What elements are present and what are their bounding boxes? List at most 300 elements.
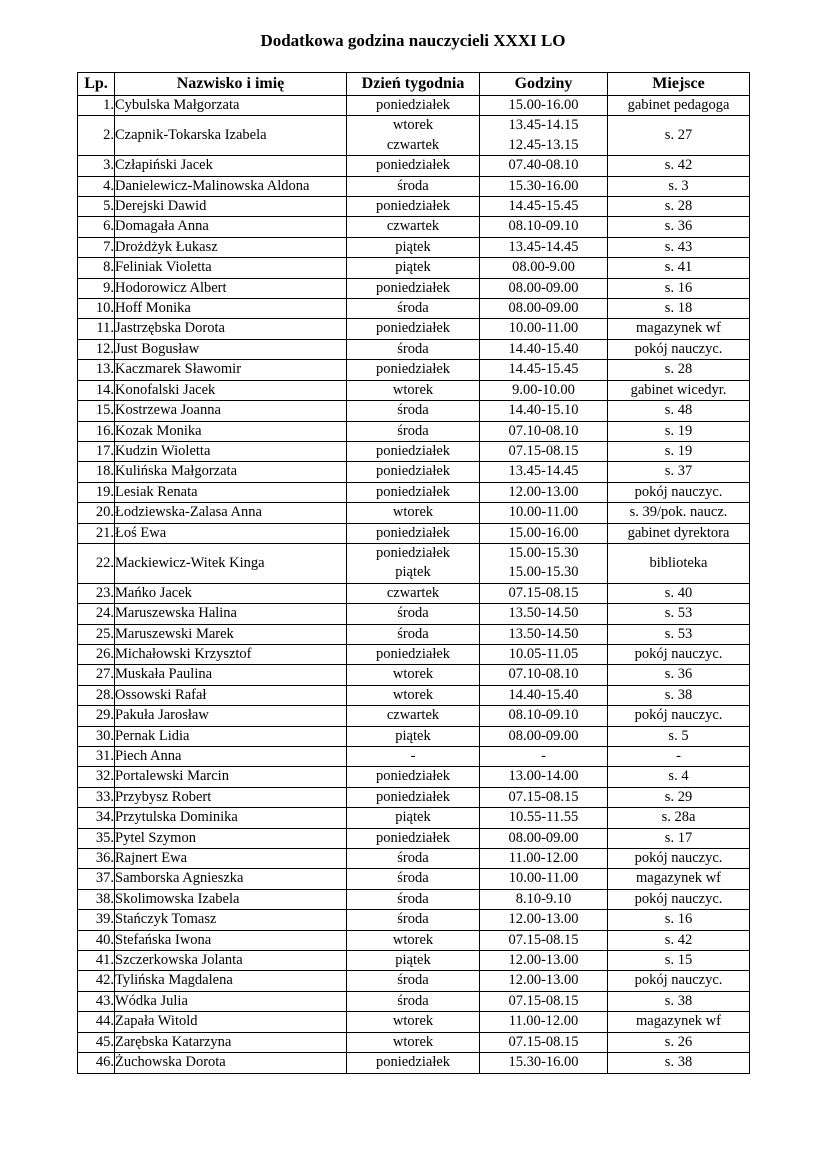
- teacher-name: Przytulska Dominika: [115, 808, 347, 828]
- room-location: s. 26: [608, 1032, 750, 1052]
- table-row: [78, 910, 750, 930]
- weekday: środa: [397, 911, 429, 928]
- weekday-cell: [347, 685, 480, 705]
- row-number: 23.: [78, 583, 115, 603]
- row-number: 20.: [78, 503, 115, 523]
- hours-cell: [480, 828, 608, 848]
- weekday: wtorek: [392, 381, 434, 398]
- table-row: [78, 217, 750, 237]
- table-row: [78, 583, 750, 603]
- teacher-name: Lesiak Renata: [115, 482, 347, 502]
- table-row: [78, 828, 750, 848]
- hours-range: 11.00-12.00: [508, 1013, 579, 1030]
- hours-range: 08.00-09.00: [508, 727, 579, 744]
- table-row: [78, 380, 750, 400]
- hours-cell: [480, 1053, 608, 1073]
- hours-range: 15.00-15.30: [508, 564, 579, 581]
- room-location: pokój nauczyc.: [608, 482, 750, 502]
- hours-cell: [480, 685, 608, 705]
- hours-cell: [480, 644, 608, 664]
- weekday: środa: [397, 177, 429, 194]
- hours-range: -: [541, 748, 546, 764]
- teacher-name: Kaczmarek Sławomir: [115, 360, 347, 380]
- room-location: s. 15: [608, 951, 750, 971]
- weekday-cell: [347, 319, 480, 339]
- row-number: 40.: [78, 930, 115, 950]
- row-number: 46.: [78, 1053, 115, 1073]
- header-day: Dzień tygodnia: [347, 73, 480, 96]
- row-number: 11.: [78, 319, 115, 339]
- hours-cell: [480, 869, 608, 889]
- table-row: [78, 706, 750, 726]
- weekday: środa: [397, 625, 429, 642]
- room-location: gabinet pedagoga: [608, 96, 750, 116]
- hours-cell: [480, 462, 608, 482]
- teacher-name: Michałowski Krzysztof: [115, 644, 347, 664]
- weekday: poniedziałek: [375, 788, 451, 805]
- room-location: pokój nauczyc.: [608, 849, 750, 869]
- weekday-cell: [347, 1032, 480, 1052]
- hours-range: 8.10-9.10: [515, 890, 572, 907]
- room-location: s. 53: [608, 624, 750, 644]
- teacher-name: Hoff Monika: [115, 299, 347, 319]
- teacher-name: Kulińska Małgorzata: [115, 462, 347, 482]
- hours-range: 13.45-14.45: [508, 463, 579, 480]
- weekday-cell: [347, 116, 480, 156]
- hours-range: 13.50-14.50: [508, 605, 579, 622]
- weekday: piątek: [395, 564, 431, 581]
- hours-cell: [480, 747, 608, 767]
- weekday: poniedziałek: [375, 544, 451, 561]
- hours-cell: [480, 441, 608, 461]
- hours-range: 13.45-14.45: [508, 238, 579, 255]
- room-location: magazynek wf: [608, 319, 750, 339]
- row-number: 15.: [78, 401, 115, 421]
- weekday-cell: [347, 176, 480, 196]
- row-number: 36.: [78, 849, 115, 869]
- hours-range: 13.45-14.15: [508, 117, 579, 134]
- table-row: [78, 624, 750, 644]
- table-row: [78, 441, 750, 461]
- weekday: poniedziałek: [375, 157, 451, 174]
- table-row: [78, 747, 750, 767]
- teacher-name: Danielewicz-Malinowska Aldona: [115, 176, 347, 196]
- weekday-cell: [347, 482, 480, 502]
- row-number: 45.: [78, 1032, 115, 1052]
- hours-cell: [480, 543, 608, 583]
- weekday-cell: [347, 706, 480, 726]
- teachers-schedule-table: [77, 72, 750, 1074]
- teacher-name: Piech Anna: [115, 747, 347, 767]
- table-body: [78, 96, 750, 1074]
- weekday-cell: [347, 624, 480, 644]
- table-row: [78, 808, 750, 828]
- hours-cell: [480, 156, 608, 176]
- room-location: biblioteka: [608, 543, 750, 583]
- hours-range: 9.00-10.00: [512, 381, 575, 398]
- hours-range: 07.15-08.15: [508, 584, 579, 601]
- table-row: [78, 299, 750, 319]
- weekday: środa: [397, 402, 429, 419]
- weekday: poniedziałek: [375, 768, 451, 785]
- hours-range: 10.00-11.00: [508, 870, 579, 887]
- hours-cell: [480, 767, 608, 787]
- row-number: 44.: [78, 1012, 115, 1032]
- room-location: pokój nauczyc.: [608, 971, 750, 991]
- room-location: s. 28a: [608, 808, 750, 828]
- table-row: [78, 685, 750, 705]
- weekday-cell: [347, 665, 480, 685]
- header-place: Miejsce: [608, 73, 750, 96]
- weekday-cell: [347, 930, 480, 950]
- room-location: gabinet dyrektora: [608, 523, 750, 543]
- row-number: 14.: [78, 380, 115, 400]
- room-location: s. 19: [608, 441, 750, 461]
- hours-range: 14.45-15.45: [508, 361, 579, 378]
- hours-range: 07.10-08.10: [508, 422, 579, 439]
- room-location: s. 38: [608, 685, 750, 705]
- table-row: [78, 96, 750, 116]
- teacher-name: Stefańska Iwona: [115, 930, 347, 950]
- weekday-cell: [347, 401, 480, 421]
- table-row: [78, 116, 750, 156]
- hours-cell: [480, 706, 608, 726]
- weekday: czwartek: [386, 584, 440, 601]
- weekday-cell: [347, 278, 480, 298]
- table-row: [78, 930, 750, 950]
- weekday: środa: [397, 422, 429, 439]
- teacher-name: Hodorowicz Albert: [115, 278, 347, 298]
- weekday: czwartek: [386, 707, 440, 724]
- weekday: piątek: [395, 727, 431, 744]
- weekday: wtorek: [392, 931, 434, 948]
- weekday: środa: [397, 972, 429, 989]
- hours-cell: [480, 237, 608, 257]
- hours-cell: [480, 624, 608, 644]
- weekday: piątek: [395, 952, 431, 969]
- hours-cell: [480, 971, 608, 991]
- weekday: środa: [397, 300, 429, 317]
- teacher-name: Łodziewska-Zalasa Anna: [115, 503, 347, 523]
- room-location: pokój nauczyc.: [608, 339, 750, 359]
- row-number: 32.: [78, 767, 115, 787]
- weekday-cell: [347, 421, 480, 441]
- weekday-cell: [347, 503, 480, 523]
- row-number: 12.: [78, 339, 115, 359]
- header-lp: Lp.: [78, 73, 115, 96]
- hours-cell: [480, 910, 608, 930]
- weekday: czwartek: [386, 218, 440, 235]
- room-location: gabinet wicedyr.: [608, 380, 750, 400]
- hours-cell: [480, 1012, 608, 1032]
- table-row: [78, 849, 750, 869]
- weekday-cell: [347, 523, 480, 543]
- weekday-cell: [347, 360, 480, 380]
- table-row: [78, 523, 750, 543]
- room-location: s. 28: [608, 360, 750, 380]
- table-row: [78, 319, 750, 339]
- teacher-name: Żuchowska Dorota: [115, 1053, 347, 1073]
- weekday-cell: [347, 583, 480, 603]
- table-row: [78, 787, 750, 807]
- hours-cell: [480, 380, 608, 400]
- row-number: 13.: [78, 360, 115, 380]
- hours-cell: [480, 278, 608, 298]
- hours-cell: [480, 583, 608, 603]
- weekday: wtorek: [392, 504, 434, 521]
- hours-range: 15.30-16.00: [508, 177, 579, 194]
- room-location: s. 29: [608, 787, 750, 807]
- table-row: [78, 869, 750, 889]
- row-number: 35.: [78, 828, 115, 848]
- room-location: s. 41: [608, 258, 750, 278]
- row-number: 2.: [78, 116, 115, 156]
- hours-cell: [480, 1032, 608, 1052]
- row-number: 16.: [78, 421, 115, 441]
- teacher-name: Jastrzębska Dorota: [115, 319, 347, 339]
- table-row: [78, 156, 750, 176]
- row-number: 28.: [78, 685, 115, 705]
- hours-range: 07.40-08.10: [508, 157, 579, 174]
- teacher-name: Skolimowska Izabela: [115, 889, 347, 909]
- teacher-name: Czapnik-Tokarska Izabela: [115, 116, 347, 156]
- weekday-cell: [347, 299, 480, 319]
- weekday: -: [410, 748, 416, 764]
- hours-range: 14.45-15.45: [508, 198, 579, 215]
- weekday-cell: [347, 808, 480, 828]
- room-location: s. 18: [608, 299, 750, 319]
- header-name: Nazwisko i imię: [115, 73, 347, 96]
- teacher-name: Cybulska Małgorzata: [115, 96, 347, 116]
- weekday-cell: [347, 441, 480, 461]
- hours-range: 10.05-11.05: [508, 645, 579, 662]
- table-row: [78, 503, 750, 523]
- row-number: 38.: [78, 889, 115, 909]
- hours-cell: [480, 523, 608, 543]
- row-number: 5.: [78, 197, 115, 217]
- row-number: 10.: [78, 299, 115, 319]
- row-number: 18.: [78, 462, 115, 482]
- teacher-name: Muskała Paulina: [115, 665, 347, 685]
- teacher-name: Przybysz Robert: [115, 787, 347, 807]
- weekday-cell: [347, 971, 480, 991]
- hours-range: 08.00-9.00: [512, 259, 575, 276]
- row-number: 27.: [78, 665, 115, 685]
- room-location: magazynek wf: [608, 1012, 750, 1032]
- room-location: s. 4: [608, 767, 750, 787]
- weekday: czwartek: [386, 136, 440, 153]
- row-number: 26.: [78, 644, 115, 664]
- row-number: 17.: [78, 441, 115, 461]
- row-number: 39.: [78, 910, 115, 930]
- row-number: 1.: [78, 96, 115, 116]
- hours-cell: [480, 991, 608, 1011]
- hours-cell: [480, 360, 608, 380]
- weekday: poniedziałek: [375, 463, 451, 480]
- room-location: pokój nauczyc.: [608, 644, 750, 664]
- hours-cell: [480, 258, 608, 278]
- hours-cell: [480, 849, 608, 869]
- table-row: [78, 726, 750, 746]
- weekday-cell: [347, 217, 480, 237]
- hours-cell: [480, 299, 608, 319]
- weekday-cell: [347, 462, 480, 482]
- weekday: poniedziałek: [375, 829, 451, 846]
- weekday-cell: [347, 156, 480, 176]
- teacher-name: Drożdżyk Łukasz: [115, 237, 347, 257]
- teacher-name: Maruszewski Marek: [115, 624, 347, 644]
- weekday: poniedziałek: [375, 524, 451, 541]
- teacher-name: Człapiński Jacek: [115, 156, 347, 176]
- hours-cell: [480, 421, 608, 441]
- table-row: [78, 360, 750, 380]
- room-location: s. 27: [608, 116, 750, 156]
- hours-range: 08.00-09.00: [508, 279, 579, 296]
- weekday-cell: [347, 1053, 480, 1073]
- row-number: 25.: [78, 624, 115, 644]
- hours-range: 10.00-11.00: [508, 320, 579, 337]
- weekday: środa: [397, 850, 429, 867]
- teacher-name: Pernak Lidia: [115, 726, 347, 746]
- hours-cell: [480, 787, 608, 807]
- weekday-cell: [347, 910, 480, 930]
- table-row: [78, 197, 750, 217]
- weekday-cell: [347, 726, 480, 746]
- teacher-name: Wódka Julia: [115, 991, 347, 1011]
- table-row: [78, 1012, 750, 1032]
- table-row: [78, 237, 750, 257]
- table-row: [78, 543, 750, 583]
- teacher-name: Kozak Monika: [115, 421, 347, 441]
- row-number: 31.: [78, 747, 115, 767]
- row-number: 4.: [78, 176, 115, 196]
- weekday-cell: [347, 237, 480, 257]
- room-location: s. 3: [608, 176, 750, 196]
- row-number: 22.: [78, 543, 115, 583]
- weekday-cell: [347, 543, 480, 583]
- room-location: s. 42: [608, 156, 750, 176]
- weekday-cell: [347, 951, 480, 971]
- weekday-cell: [347, 767, 480, 787]
- weekday: poniedziałek: [375, 320, 451, 337]
- row-number: 29.: [78, 706, 115, 726]
- hours-range: 07.10-08.10: [508, 666, 579, 683]
- table-header-row: [78, 73, 750, 96]
- weekday: piątek: [395, 238, 431, 255]
- hours-cell: [480, 482, 608, 502]
- weekday-cell: [347, 258, 480, 278]
- hours-cell: [480, 96, 608, 116]
- room-location: s. 38: [608, 991, 750, 1011]
- row-number: 41.: [78, 951, 115, 971]
- table-row: [78, 767, 750, 787]
- table-row: [78, 951, 750, 971]
- teacher-name: Maruszewska Halina: [115, 604, 347, 624]
- weekday: poniedziałek: [375, 483, 451, 500]
- row-number: 42.: [78, 971, 115, 991]
- weekday-cell: [347, 991, 480, 1011]
- teacher-name: Portalewski Marcin: [115, 767, 347, 787]
- row-number: 43.: [78, 991, 115, 1011]
- teacher-name: Samborska Agnieszka: [115, 869, 347, 889]
- teacher-name: Ossowski Rafał: [115, 685, 347, 705]
- table-row: [78, 604, 750, 624]
- hours-range: 12.45-13.15: [508, 136, 579, 153]
- hours-range: 11.00-12.00: [508, 850, 579, 867]
- weekday: środa: [397, 605, 429, 622]
- table-row: [78, 462, 750, 482]
- room-location: s. 48: [608, 401, 750, 421]
- row-number: 37.: [78, 869, 115, 889]
- teacher-name: Pytel Szymon: [115, 828, 347, 848]
- hours-range: 14.40-15.40: [508, 340, 579, 357]
- weekday-cell: [347, 96, 480, 116]
- room-location: s. 16: [608, 910, 750, 930]
- weekday: piątek: [395, 809, 431, 826]
- hours-cell: [480, 401, 608, 421]
- table-row: [78, 644, 750, 664]
- room-location: s. 40: [608, 583, 750, 603]
- weekday: poniedziałek: [375, 361, 451, 378]
- weekday-cell: [347, 787, 480, 807]
- hours-range: 15.00-16.00: [508, 524, 579, 541]
- hours-range: 08.00-09.00: [508, 829, 579, 846]
- row-number: 30.: [78, 726, 115, 746]
- hours-range: 15.00-16.00: [508, 97, 579, 113]
- hours-range: 12.00-13.00: [508, 911, 579, 928]
- weekday: poniedziałek: [375, 198, 451, 215]
- room-location: pokój nauczyc.: [608, 889, 750, 909]
- row-number: 7.: [78, 237, 115, 257]
- hours-cell: [480, 217, 608, 237]
- room-location: s. 36: [608, 665, 750, 685]
- weekday: poniedziałek: [375, 279, 451, 296]
- weekday: poniedziałek: [375, 645, 451, 662]
- hours-range: 13.50-14.50: [508, 625, 579, 642]
- hours-cell: [480, 726, 608, 746]
- weekday: wtorek: [392, 117, 434, 134]
- room-location: s. 39/pok. naucz.: [608, 503, 750, 523]
- teacher-name: Łoś Ewa: [115, 523, 347, 543]
- teacher-name: Rajnert Ewa: [115, 849, 347, 869]
- hours-range: 10.00-11.00: [508, 504, 579, 521]
- table-row: [78, 991, 750, 1011]
- room-location: s. 16: [608, 278, 750, 298]
- row-number: 8.: [78, 258, 115, 278]
- weekday: wtorek: [392, 1013, 434, 1030]
- weekday: poniedziałek: [375, 1054, 451, 1071]
- teacher-name: Mackiewicz-Witek Kinga: [115, 543, 347, 583]
- hours-range: 12.00-13.00: [508, 972, 579, 989]
- hours-cell: [480, 319, 608, 339]
- teacher-name: Szczerkowska Jolanta: [115, 951, 347, 971]
- weekday-cell: [347, 339, 480, 359]
- room-location: -: [608, 747, 750, 767]
- hours-cell: [480, 116, 608, 156]
- room-location: s. 37: [608, 462, 750, 482]
- table-row: [78, 278, 750, 298]
- weekday: poniedziałek: [375, 97, 451, 113]
- teacher-name: Mańko Jacek: [115, 583, 347, 603]
- hours-range: 07.15-08.15: [508, 931, 579, 948]
- room-location: s. 38: [608, 1053, 750, 1073]
- teacher-name: Konofalski Jacek: [115, 380, 347, 400]
- hours-range: 14.40-15.10: [508, 402, 579, 419]
- weekday-cell: [347, 197, 480, 217]
- weekday-cell: [347, 889, 480, 909]
- hours-cell: [480, 665, 608, 685]
- row-number: 9.: [78, 278, 115, 298]
